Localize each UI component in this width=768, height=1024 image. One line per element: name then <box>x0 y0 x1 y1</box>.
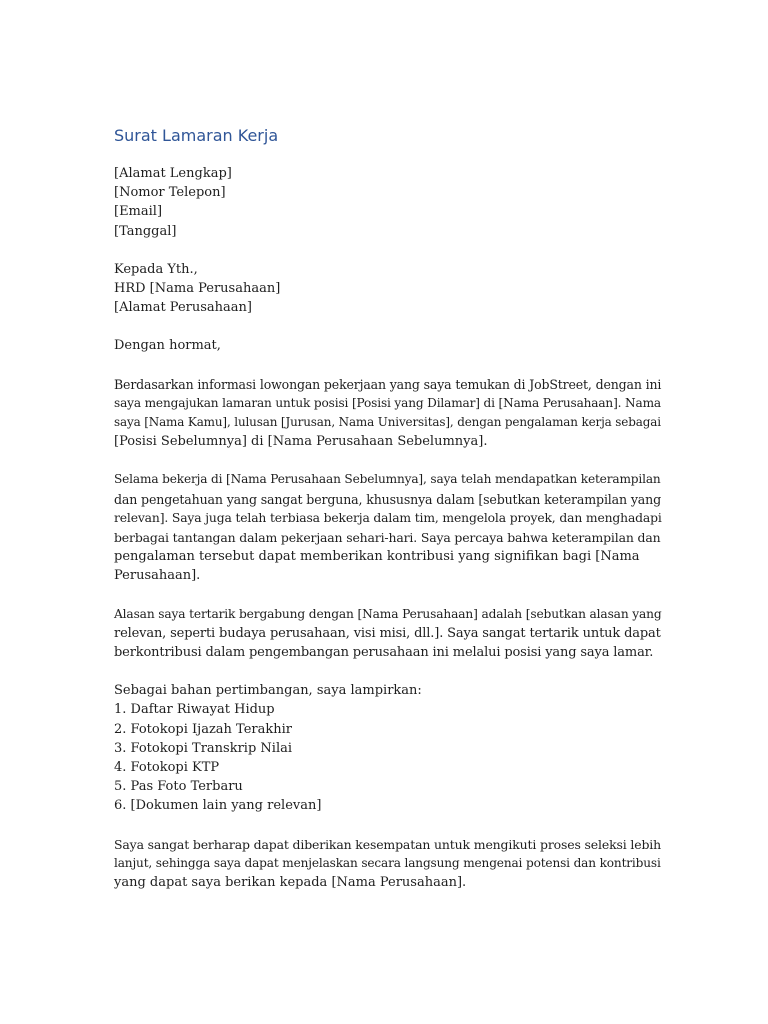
paragraph-line: Perusahaan]. <box>114 568 201 584</box>
salutation <box>114 336 654 355</box>
sender-address: [Alamat Lengkap] <box>114 166 232 181</box>
paragraph-line: dan pengetahuan yang sangat berguna, khususnya dalam [sebutkan keterampilan yang <box>114 491 661 507</box>
paragraph-line: relevan]. Saya juga telah terbiasa bekerja dalam tim, mengelola proyek, dan menghadapi <box>114 510 662 525</box>
paragraph-line: lanjut, sehingga saya dapat menjelaskan secara langsung mengenai potensi dan kontribusi <box>114 855 661 870</box>
paragraph-line: berbagai tantangan dalam pekerjaan sehari-hari. Saya percaya bahwa keterampilan dan <box>114 530 661 546</box>
paragraph-line: Selama bekerja di [Nama Perusahaan Sebelumnya], saya telah mendapatkan keterampilan <box>114 472 661 487</box>
sender-info <box>114 164 654 241</box>
letter-body <box>114 124 662 911</box>
paragraph-intro <box>114 375 662 452</box>
attachment-item: 3. Fotokopi Transkrip Nilai <box>114 740 293 756</box>
paragraph-line: Alasan saya tertarik bergabung dengan [Nama Perusahaan] adalah [sebutkan alasan yang <box>114 606 662 621</box>
attachment-item: 2. Fotokopi Ijazah Terakhir <box>114 721 293 737</box>
attachments-section <box>114 681 654 815</box>
sender-email: [Email] <box>114 204 163 220</box>
attachment-item: 4. Fotokopi KTP <box>114 760 220 776</box>
recipient-company: HRD [Nama Perusahaan] <box>114 281 281 297</box>
sender-date: [Tanggal] <box>114 223 177 239</box>
paragraph-line: saya mengajukan lamaran untuk posisi [Posisi yang Dilamar] di [Nama Perusahaan]. Nama <box>114 395 661 410</box>
paragraph-line: berkontribusi dalam pengembangan perusahaan ini melalui posisi yang saya lamar. <box>114 645 654 661</box>
attachment-item: 1. Daftar Riwayat Hidup <box>114 702 275 718</box>
paragraph-line: yang dapat saya berikan kepada [Nama Perusahaan]. <box>114 875 467 891</box>
paragraph-line: saya [Nama Kamu], lulusan [Jurusan, Nama Universitas], dengan pengalaman kerja sebagai <box>114 415 661 430</box>
paragraph-line: Saya sangat berharap dapat diberikan kesempatan untuk mengikuti proses seleksi lebih <box>114 836 662 852</box>
attachment-item: 6. [Dokumen lain yang relevan] <box>114 798 322 814</box>
paragraph-line: relevan, seperti budaya perusahaan, visi misi, dll.]. Saya sangat tertarik untuk dapat <box>114 625 661 641</box>
document-title: Surat Lamaran Kerja <box>114 126 279 145</box>
attachment-item: 5. Pas Foto Terbaru <box>114 779 243 795</box>
paragraph-line: pengalaman tersebut dapat memberikan kontribusi yang signifikan bagi [Nama <box>114 549 640 565</box>
recipient-info <box>114 260 654 318</box>
recipient-address: [Alamat Perusahaan] <box>114 300 252 316</box>
paragraph-experience <box>114 470 662 585</box>
paragraph-motivation <box>114 605 662 663</box>
sender-phone: [Nomor Telepon] <box>114 185 226 201</box>
salutation-text: Dengan hormat, <box>114 338 221 354</box>
paragraph-closing <box>114 835 662 893</box>
paragraph-line: Berdasarkan informasi lowongan pekerjaan yang saya temukan di JobStreet, dengan ini <box>114 376 662 392</box>
recipient-greeting: Kepada Yth., <box>114 261 198 277</box>
paragraph-line: [Posisi Sebelumnya] di [Nama Perusahaan Sebelumnya]. <box>114 434 488 450</box>
attachments-intro: Sebagai bahan pertimbangan, saya lampirkan: <box>114 683 422 699</box>
